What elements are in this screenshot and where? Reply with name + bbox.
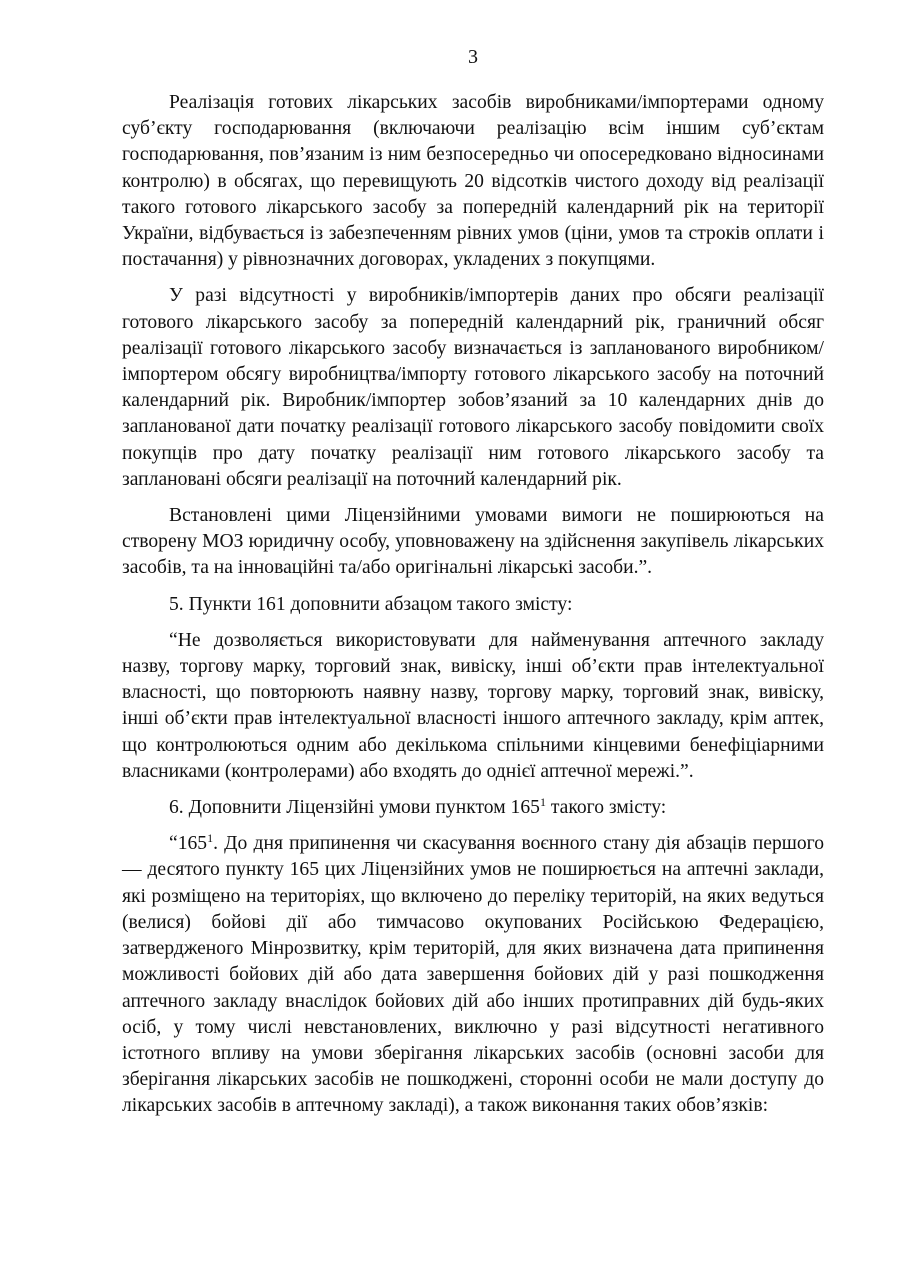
paragraph-missing-data: У разі відсутності у виробників/імпортерів даних про обсяги реалізації готового лікарського засобу за попередній календарний рік, граничний обсяг реалізації готового лікарського засобу визначається із запланованого виробником/імпортером обсягу виробництва/імпорту готового лікарського засобу на поточний календарний рік. Виробник/імпортер зобов’язаний за 10 календарних днів до запланованої дати початку реалізації готового лікарського засобу повідомити своїх покупців про дату початку реалізації ним готового лікарського засобу та заплановані обсяги реалізації на поточний календарний рік. — [122, 285, 824, 490]
point-165-1-number: “165 — [169, 833, 208, 855]
item-6-superscript: 1 — [539, 795, 546, 810]
paragraph-point-165-1 — [122, 831, 824, 1119]
item-6-text-end: такого змісту: — [545, 797, 667, 819]
paragraph-item-5: 5. Пункти 161 доповнити абзацом такого змісту: — [169, 593, 573, 615]
point-165-1-text: . До дня припинення чи скасування воєнного стану дія абзаців першого — десятого пункту 165 цих Ліцензійних умов не поширюється на аптечні заклади, які розміщено на територіях, що включено до переліку територій, на яких ведуться (велися) бойові дії або тимчасово окупованих Російською Федерацією, затвердженого Мінрозвитку, крім територій, для яких визначена дата припинення можливості бойових дій або дата завершення бойових дій у разі пошкодження аптечного закладу внаслідок бойових дій або інших протиправних дій будь-яких осіб, у тому числі невстановлених, виключно у разі відсутності негативного істотного впливу на умови зберігання лікарських засобів (основні засоби для зберігання лікарських засобів не пошкоджені, сторонні особи не мали доступу до лікарських засобів в аптечному закладі), а також виконання таких обов’язків: — [122, 833, 824, 1117]
paragraph-item-6 — [122, 795, 824, 821]
item-6-text: 6. Доповнити Ліцензійні умови пунктом 165 — [169, 797, 540, 819]
paragraph-pharmacy-naming: “Не дозволяється використовувати для найменування аптечного закладу назву, торгову марку, торговий знак, вивіску, інші об’єкти прав інтелектуальної власності, що повторюють наявну назву, торгову марку, торговий знак, вивіску, інші об’єкти прав інтелектуальної власності іншого аптечного закладу, крім аптек, що контролюються одним або декількома спільними кінцевими бенефіціарними власниками (контролерами) або входять до однієї аптечної мережі.”. — [122, 629, 824, 782]
paragraph-exemptions: Встановлені цими Ліцензійними умовами вимоги не поширюються на створену МОЗ юридичну особу, уповноважену на здійснення закупівель лікарських засобів, та на інноваційні та/або оригінальні лікарські засоби.”. — [122, 505, 824, 579]
paragraph-sales-conditions: Реалізація готових лікарських засобів виробниками/імпортерами одному суб’єкту господарювання (включаючи реалізацію всім іншим суб’єктам господарювання, пов’язаним із ним безпосередньо чи опосередковано відносинами контролю) в обсягах, що перевищують 20 відсотків чистого доходу від реалізації такого готового лікарського засобу за попередній календарний рік на території України, відбувається із забезпеченням рівних умов (ціни, умов та строків оплати і постачання) у рівнозначних договорах, укладених з покупцями. — [122, 92, 824, 271]
page-number: 3 — [468, 46, 478, 68]
point-165-1-superscript: 1 — [207, 831, 214, 846]
